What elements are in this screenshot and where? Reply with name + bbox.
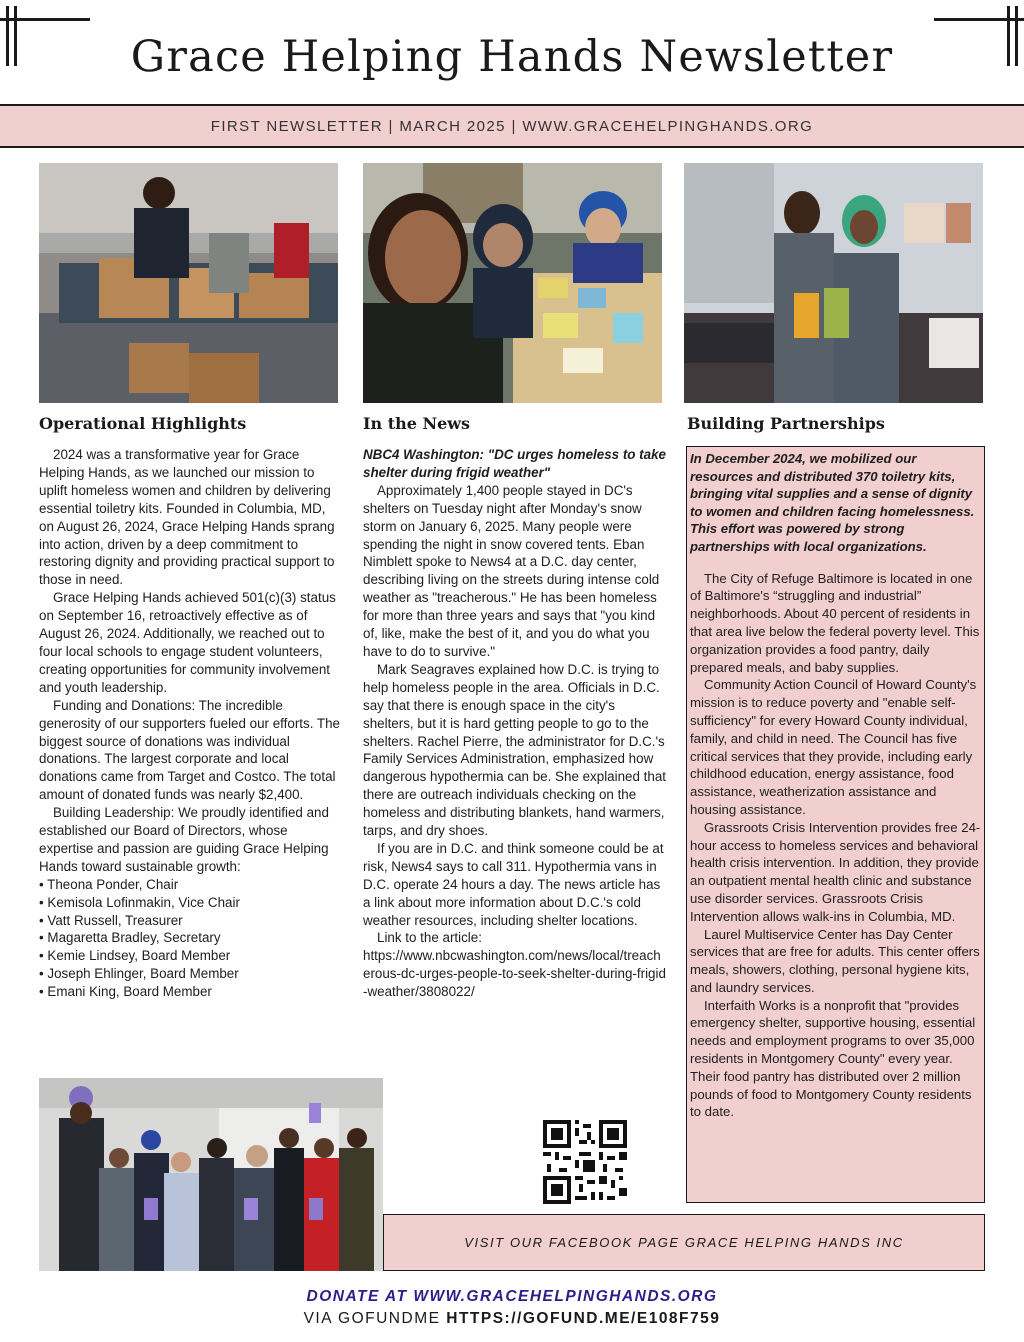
partnerships-intro: In December 2024, we mobilized our resources and distributed 370 toiletry kits, bringing vital supplies and a sense of dignity to women and children facing homelessness. This effort was powered by strong partnerships with local organizations. [690, 451, 975, 554]
paragraph: Mark Seagraves explained how D.C. is trying to help homeless people in the area. Officials in D.C. say that there is enough space in the city's shelters, but it is hard getting people to go to the shelters. Rachel Pierre, the administrator for D.C.'s Family Services Administration, emphasized how dangerous hypothermia can be. She explained that there are outreach individuals checking on the homeless and distributing blankets, hand warmers, tarps, and dry shoes. [363, 661, 666, 839]
issue-banner-text: FIRST NEWSLETTER | MARCH 2025 | WWW.GRACEHELPINGHANDS.ORG [210, 117, 814, 135]
paragraph: Grassroots Crisis Intervention provides free 24-hour access to homeless services and behavioral health crisis intervention. In addition, they provide an outpatient mental health clinic and substance use disorder services. Grassroots Crisis Intervention allows walk-ins in Columbia, MD. [690, 819, 981, 924]
paragraph: Interfaith Works is a nonprofit that "provides emergency shelter, supportive housing, essential needs and employment programs to over 35,000 residents in Montgomery County" every year. Their food pantry has distributed over 2 million pounds of food to Montgomery County residents to date. [690, 997, 976, 1120]
gofundme-line [0, 1310, 1024, 1328]
paragraph: Funding and Donations: The incredible generosity of our supporters fueled our efforts. The biggest source of donations was individual donations. The largest corporate and local donations came from Target and Costco. The total amount of donated funds was nearly $2,400. [39, 697, 340, 803]
paragraph: Link to the article: [377, 930, 482, 946]
board-list [39, 876, 340, 1001]
qr-code-icon[interactable] [543, 1120, 627, 1204]
heading-building-partnerships: Building Partnerships [687, 414, 885, 433]
news-headline: NBC4 Washington: "DC urges homeless to take shelter during frigid weather" [363, 447, 666, 480]
paragraph: 2024 was a transformative year for Grace Helping Hands, as we launched our mission to uplift homeless women and children by delivering essential toiletry kits. Founded in Columbia, MD, on August 26, 2024, Grace Helping Hands sprang into action, driven by a deep commitment to restoring dignity and providing practical support to those in need. [39, 447, 335, 588]
in-the-news-text [363, 446, 667, 1001]
paragraph: Grace Helping Hands achieved 501(c)(3) status on September 16, retroactively effective as of August 26, 2024. Additionally, we reached out to four local schools to engage student volunteers, creating opportunities for community involvement and youth leadership. [39, 590, 336, 695]
heading-operational-highlights: Operational Highlights [39, 414, 247, 433]
photo-students-selfie [363, 163, 662, 403]
board-member: • Joseph Ehlinger, Board Member [39, 966, 239, 982]
donate-link[interactable]: DONATE AT WWW.GRACEHELPINGHANDS.ORG [306, 1288, 718, 1305]
newsletter-title: Grace Helping Hands Newsletter [130, 32, 894, 82]
board-member: • Theona Ponder, Chair [39, 876, 179, 892]
board-member: • Emani King, Board Member [39, 984, 212, 1000]
paragraph: If you are in D.C. and think someone could be at risk, News4 says to call 311. Hypothermia vans in D.C. operate 24 hours a day. The news article has a link about more information about D.C.'s cold weather resources, including shelter locations. [363, 840, 664, 928]
gofundme-prefix: VIA GOFUNDME [303, 1310, 447, 1327]
facebook-banner[interactable] [383, 1214, 985, 1271]
heading-in-the-news: In the News [363, 414, 471, 433]
article-link[interactable]: https://www.nbcwashington.com/news/local/treacherous-dc-urges-people-to-seek-shelter-during-frigid-weather/3808022/ [363, 948, 666, 1000]
photo-packing-kits [39, 163, 338, 403]
photo-group-volunteers [39, 1078, 383, 1271]
paragraph: Community Action Council of Howard County's mission is to reduce poverty and "enable self-sufficiency" for every Howard County individual, family, and child in need. The Council has five critical services that they provide, including early childhood education, energy assistance, food assistance, weatherization assistance and housing assistance. [690, 677, 977, 817]
paragraph: Laurel Multiservice Center has Day Center services that are free for adults. This center offers meals, showers, clothing, personal hygiene kits, and laundry services. [690, 926, 980, 995]
operational-highlights-text [39, 446, 340, 1001]
board-member: • Magaretta Bradley, Secretary [39, 930, 221, 946]
photo-volunteers-partners [684, 163, 983, 403]
paragraph: Building Leadership: We proudly identified and established our Board of Directors, whose expertise and passion are guiding Grace Helping Hands toward sustainable growth: [39, 805, 329, 874]
board-member: • Kemie Lindsey, Board Member [39, 948, 231, 964]
gofundme-link[interactable]: HTTPS://GOFUND.ME/E108F759 [446, 1310, 721, 1327]
board-member: • Kemisola Lofinmakin, Vice Chair [39, 894, 240, 910]
partnerships-box [686, 446, 985, 1203]
paragraph: Approximately 1,400 people stayed in DC's shelters on Tuesday night after Monday's snow storm on January 6, 2025. Many people were spending the night in snow covered tents. Eban Nimblett spoke to News4 at a D.C. day center, describing living on the streets during intense cold weather as "treacherous." He has been homeless for more than three years and says that "you kind of, like, make the best of it, and you do what you have to do to survive." [363, 482, 660, 659]
paragraph: The City of Refuge Baltimore is located in one of Baltimore's “struggling and industrial” neighborhoods. About 40 percent of residents in that area live below the federal poverty level. This organization provides a food pantry, daily prepared meals, and baby supplies. [690, 570, 980, 675]
issue-banner [0, 104, 1024, 148]
board-member: • Vatt Russell, Treasurer [39, 912, 183, 928]
facebook-banner-text: VISIT OUR FACEBOOK PAGE GRACE HELPING HANDS INC [464, 1235, 904, 1250]
